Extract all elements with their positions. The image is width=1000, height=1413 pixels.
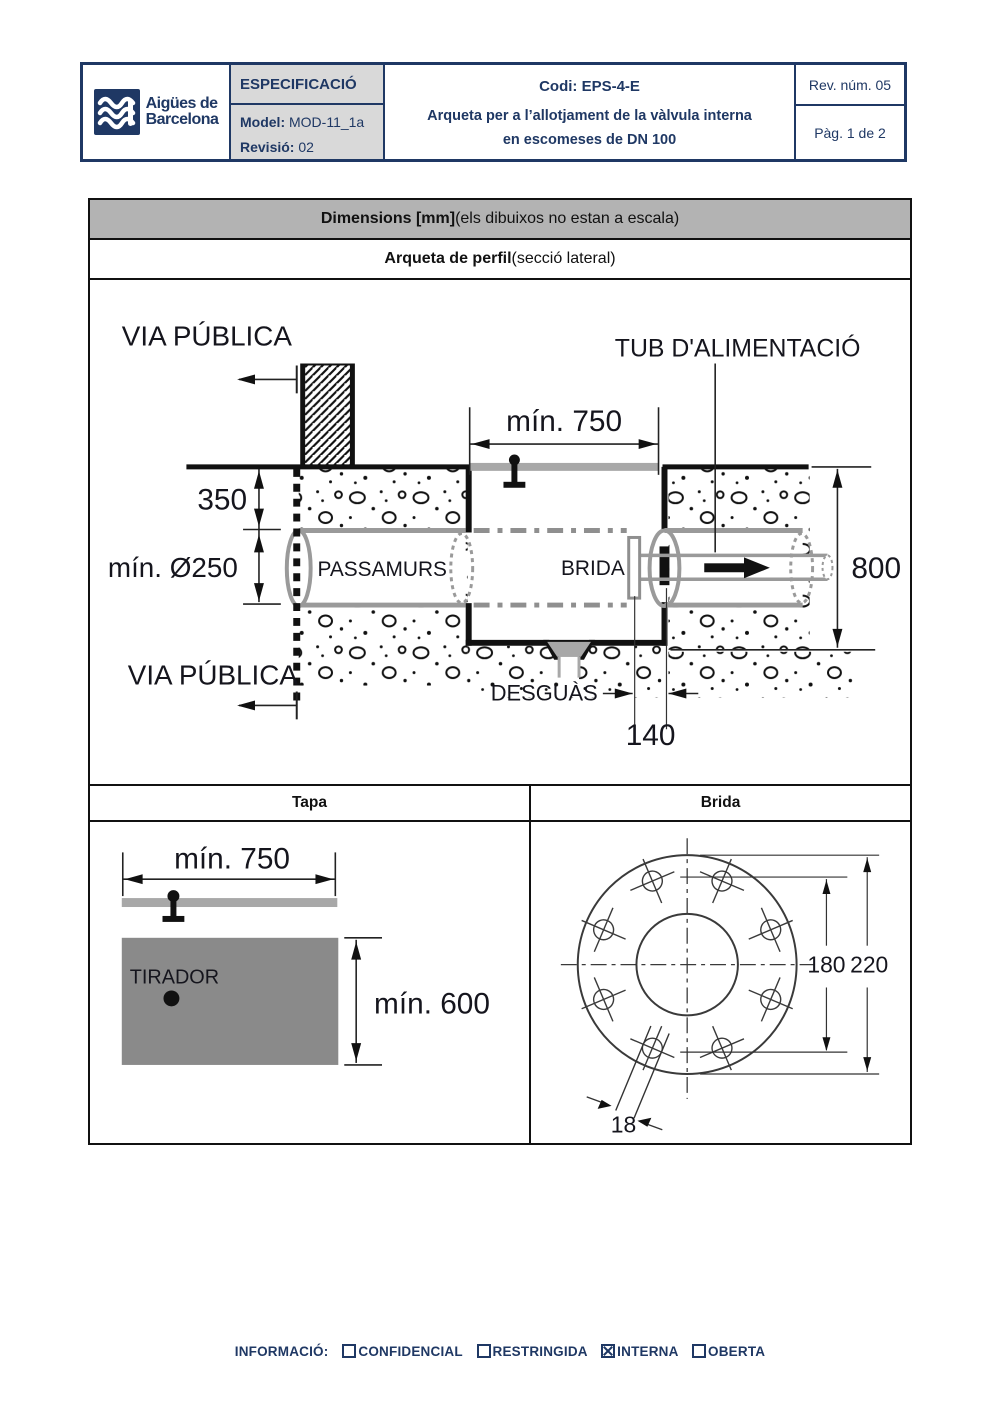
sub-header-row (90, 786, 910, 822)
logo-text: Aigües de Barcelona (145, 94, 219, 128)
page-number: Pàg. 1 de 2 (814, 124, 886, 141)
checkbox-interna-icon (601, 1344, 615, 1358)
label-180: 180 (807, 951, 846, 978)
dimensions-note: (els dibuixos no estan a escala) (455, 210, 680, 227)
label-min-d250: mín. Ø250 (107, 552, 238, 584)
dimensions-title: Dimensions [mm] (320, 210, 456, 227)
flange-dimension-lines (587, 855, 879, 1130)
checkbox-oberta-icon (692, 1344, 706, 1358)
footer-classification (0, 1344, 1000, 1359)
tapa-header: Tapa (90, 786, 531, 820)
option-confidencial: CONFIDENCIAL (342, 1344, 462, 1359)
profile-header-row (90, 240, 910, 280)
revision-page-cell (794, 65, 904, 159)
dimensions-table (88, 198, 912, 1145)
label-140: 140 (625, 719, 676, 753)
header-table (80, 62, 907, 162)
label-350: 350 (197, 483, 248, 517)
flange-profile (629, 537, 640, 598)
profile-note: (secció lateral) (511, 250, 616, 267)
model-line: Model: MOD-11_1a (240, 114, 365, 130)
logo (83, 65, 229, 159)
cover-side-view (122, 898, 338, 907)
label-tirador: TIRADOR (129, 966, 220, 989)
label-passamurs: PASSAMURS (317, 558, 447, 582)
option-oberta: OBERTA (692, 1344, 765, 1359)
profile-diagram-cell (90, 280, 910, 786)
option-restringida: RESTRINGIDA (477, 1344, 588, 1359)
label-tub-alimentacio: TUB D'ALIMENTACIÓ (614, 335, 861, 363)
title-cell (385, 65, 794, 159)
model-revision (231, 105, 383, 159)
profile-section-drawing (90, 280, 909, 783)
spec-label: ESPECIFICACIÓ (231, 65, 383, 105)
dimensions-header-row (90, 200, 910, 240)
label-18: 18 (610, 1111, 637, 1138)
boundary-wall (301, 364, 355, 467)
checkbox-confidencial-icon (342, 1344, 356, 1358)
label-min-750: mín. 750 (506, 405, 623, 439)
sub-drawings-row (90, 822, 910, 1143)
document-title-line1: Arqueta per a l’allotjament de la vàlvula interna (427, 108, 752, 124)
label-via-publica-top: VIA PÚBLICA (121, 320, 292, 352)
document-title-line2: en escomeses de DN 100 (502, 132, 677, 148)
label-min-600: mín. 600 (374, 987, 490, 1021)
cover-top-view (122, 938, 339, 1065)
flange-arrowheads (598, 858, 872, 1127)
handle-top-view (163, 990, 179, 1006)
label-desguas: DESGUÀS (490, 680, 598, 706)
label-220: 220 (850, 951, 889, 978)
label-via-publica-bottom: VIA PÚBLICA (127, 659, 298, 691)
label-brida: BRIDA (560, 557, 625, 581)
brida-header: Brida (700, 794, 741, 811)
brida-drawing-cell (531, 822, 910, 1143)
cover-profile (470, 454, 659, 487)
label-tapa-min-750: mín. 750 (174, 842, 290, 876)
document-code: Codi: EPS-4-E (539, 78, 640, 95)
rev-number: Rev. núm. 05 (796, 65, 904, 106)
aigues-barcelona-logo-icon (94, 89, 140, 135)
footer-label: INFORMACIÓ: (234, 1344, 329, 1359)
checkbox-restringida-icon (477, 1344, 491, 1358)
option-interna: INTERNA (601, 1344, 678, 1359)
revision-line: Revisió: 02 (240, 138, 314, 155)
tapa-drawing-cell (90, 822, 531, 1143)
cover-drawing (90, 822, 529, 1143)
label-800: 800 (851, 552, 902, 586)
profile-title: Arqueta de perfil (384, 250, 512, 267)
spec-cell (229, 65, 385, 159)
flange-drawing (531, 822, 909, 1143)
